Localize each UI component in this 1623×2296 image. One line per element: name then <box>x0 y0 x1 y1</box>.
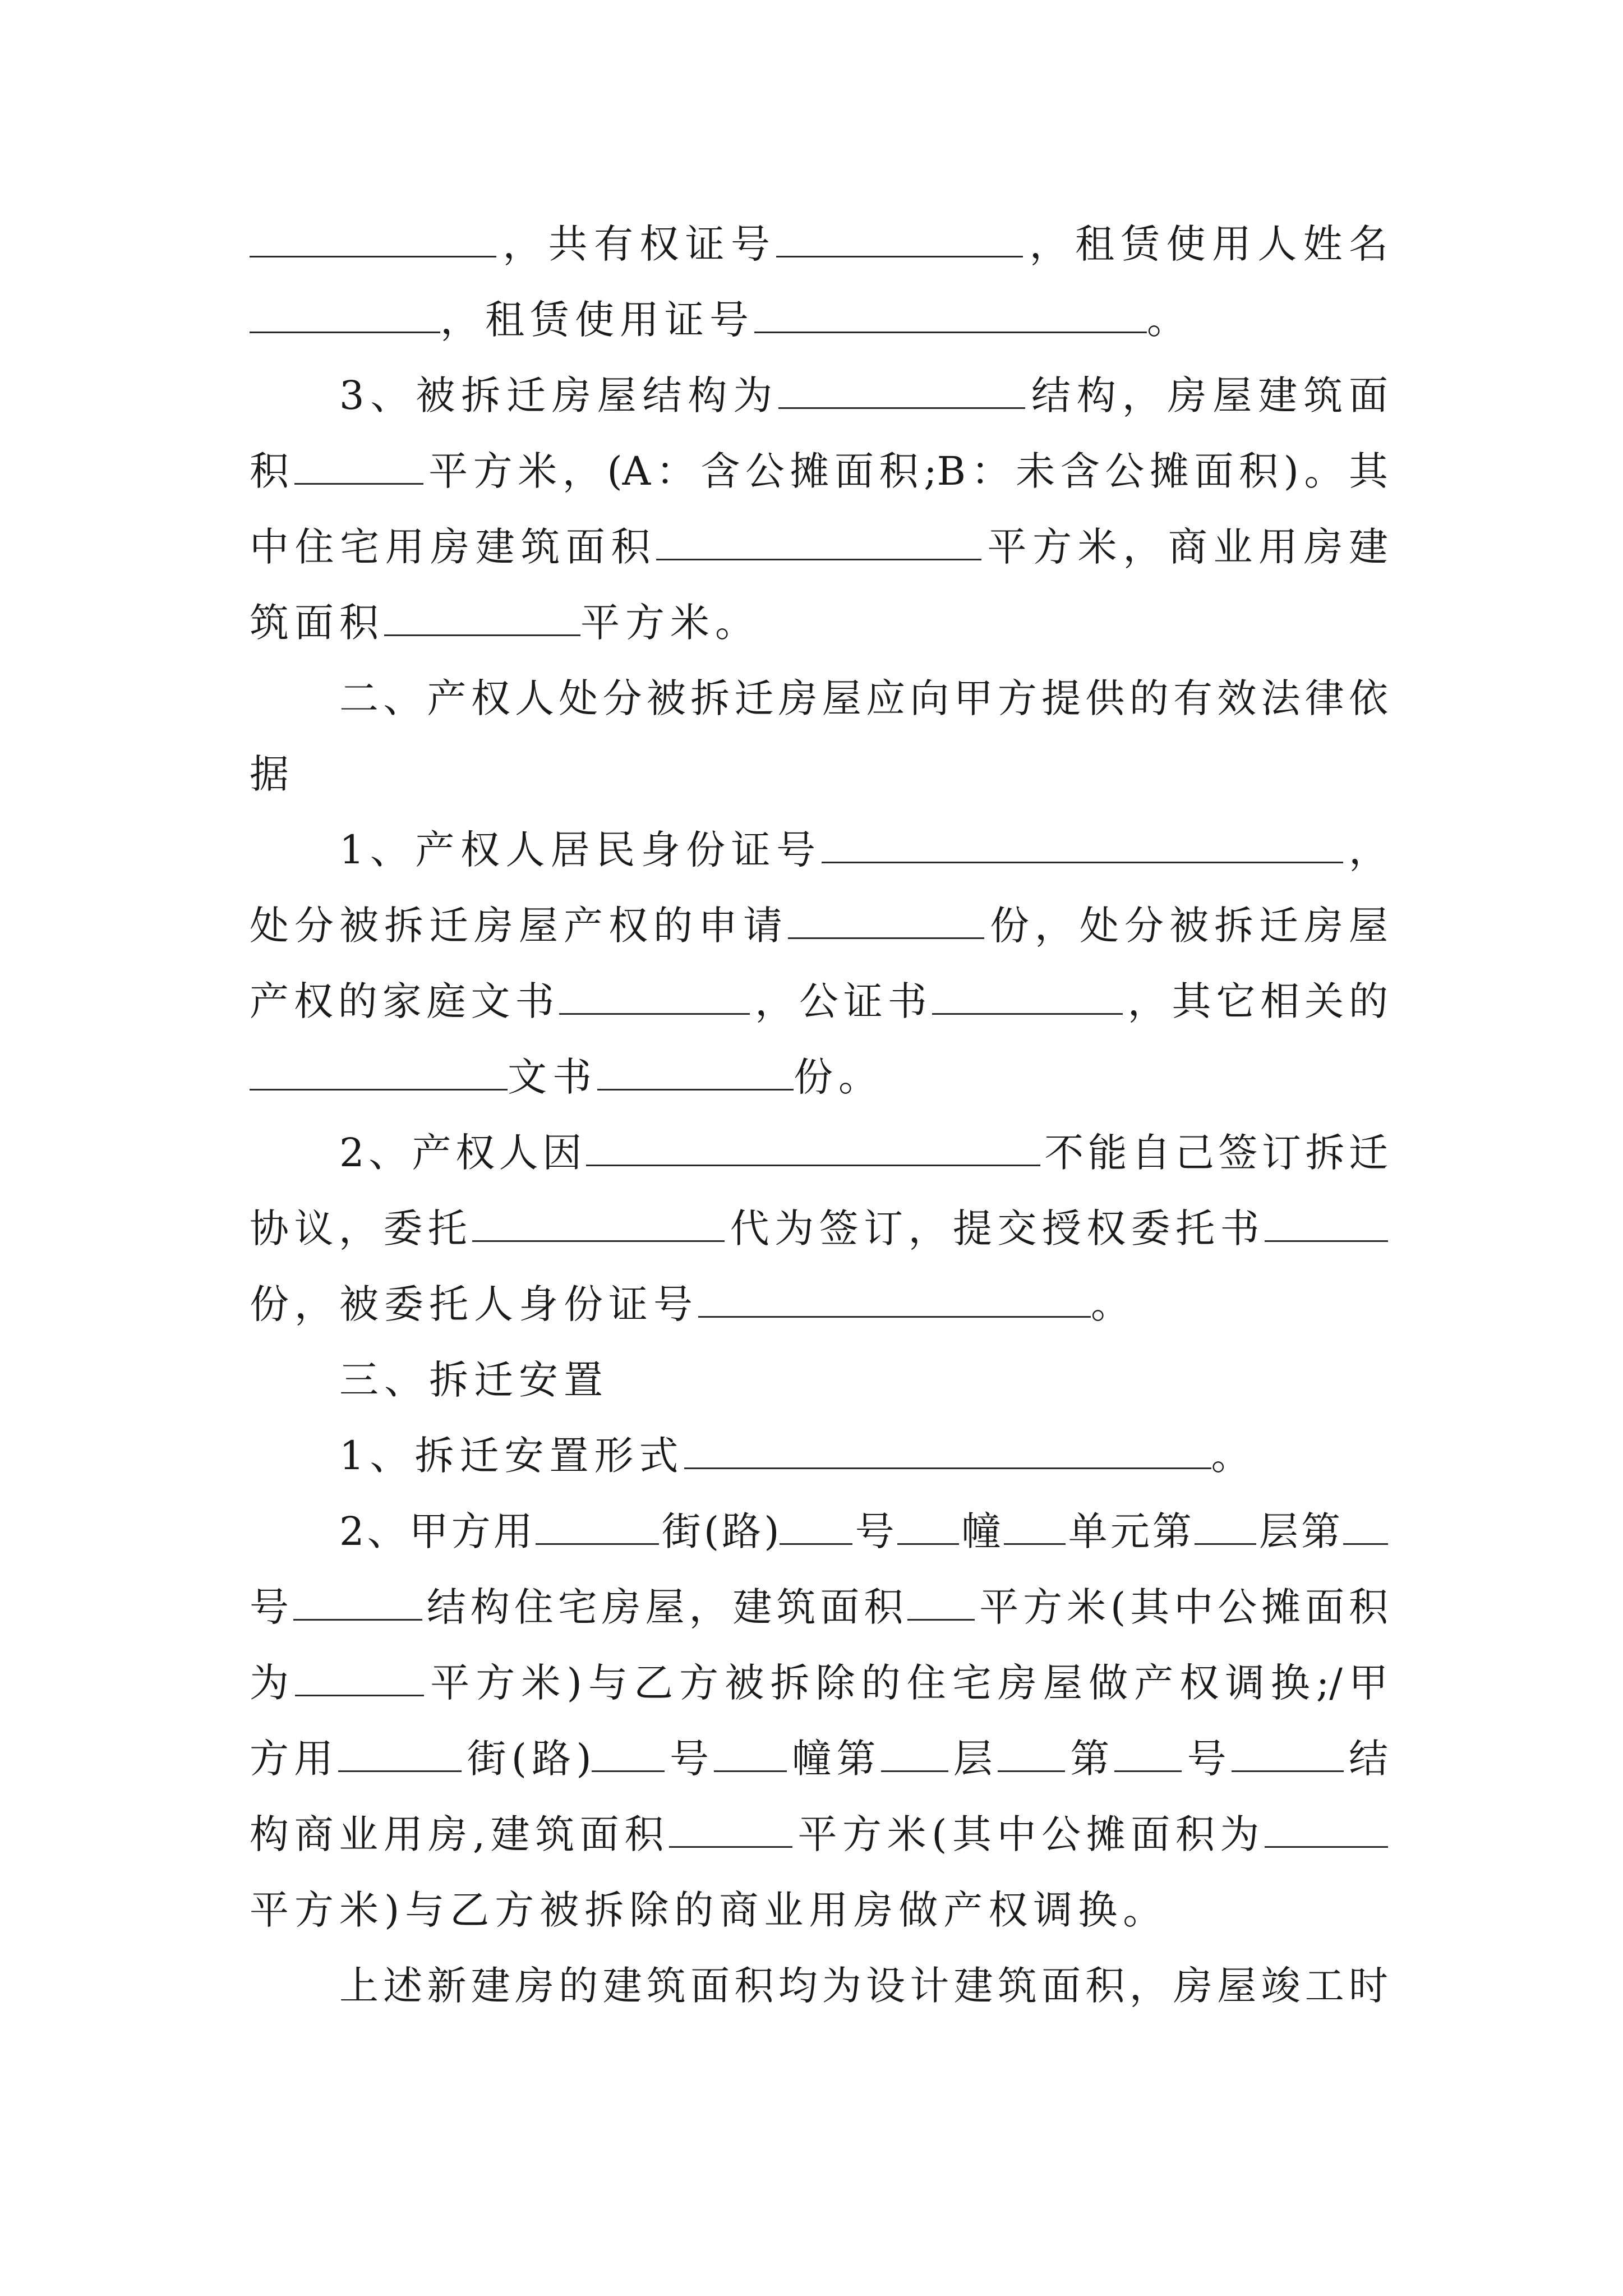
text-run: 产权的家庭文书 <box>250 978 560 1024</box>
fill-blank <box>780 1510 852 1545</box>
text-run: 三、拆迁安置 <box>339 1357 608 1403</box>
text-line <box>250 289 1388 351</box>
text-line <box>250 516 1388 578</box>
text-run: ，租赁使用人姓名 <box>1023 221 1389 267</box>
text-run: 不能自己签订拆迁 <box>1040 1130 1388 1176</box>
section-heading <box>250 668 1388 729</box>
fill-blank <box>822 828 1343 863</box>
text-line <box>250 895 1388 956</box>
text-run: ，公证书 <box>750 978 932 1024</box>
fill-blank <box>881 1737 948 1772</box>
text-run: 幢 <box>958 1508 1004 1554</box>
text-run: 1、产权人居民身份证号 <box>339 827 822 873</box>
text-line <box>250 1576 1388 1638</box>
text-run: 为 <box>250 1660 296 1706</box>
fill-blank <box>597 1055 794 1091</box>
text-line <box>250 1955 1388 2017</box>
text-run: 。 <box>1211 1433 1256 1479</box>
text-line <box>250 1652 1388 1714</box>
text-run: 平方米(其中公摊面积为 <box>792 1811 1265 1857</box>
text-run: 单元第 <box>1065 1508 1195 1554</box>
fill-blank <box>932 979 1123 1015</box>
text-line <box>250 1879 1388 1941</box>
text-run: 代为签订，提交授权委托书 <box>725 1205 1265 1251</box>
text-run: 文书 <box>508 1054 597 1100</box>
text-run: 积 <box>250 448 294 494</box>
text-line <box>250 365 1388 426</box>
text-run: 结 <box>1343 1736 1388 1782</box>
text-run: 层 <box>948 1736 998 1782</box>
text-run: 街(路) <box>462 1736 592 1782</box>
fill-blank <box>998 1737 1065 1772</box>
fill-blank <box>294 449 423 485</box>
text-run: 结构，房屋建筑面 <box>1025 372 1388 418</box>
fill-blank <box>778 374 1025 409</box>
fill-blank <box>293 1585 422 1621</box>
fill-blank <box>250 298 440 333</box>
fill-blank <box>907 1585 975 1621</box>
text-run: 平方米，(A：含公摊面积;B：未含公摊面积)。其 <box>423 448 1388 494</box>
text-run: 第 <box>1065 1736 1115 1782</box>
fill-blank <box>714 1737 787 1772</box>
text-run: 处分被拆迁房屋产权的申请 <box>250 903 788 949</box>
text-run: 平方米(其中公摊面积 <box>975 1584 1389 1630</box>
text-run: 号 <box>250 1584 293 1630</box>
text-line <box>250 213 1388 275</box>
fill-blank <box>338 1737 462 1772</box>
text-run: 平方米，商业用房建 <box>981 524 1388 570</box>
fill-blank <box>1114 1737 1182 1772</box>
text-line <box>250 1273 1388 1335</box>
text-run: 份，处分被拆迁房屋 <box>984 903 1388 949</box>
text-run: 。 <box>1147 297 1192 343</box>
fill-blank <box>897 1510 959 1545</box>
fill-blank <box>536 1510 659 1545</box>
text-run: 份，被委托人身份证号 <box>250 1281 698 1327</box>
section-heading <box>250 1349 1388 1411</box>
fill-blank <box>1004 1510 1066 1545</box>
text-line <box>250 819 1388 881</box>
text-run: 上述新建房的建筑面积均为设计建筑面积，房屋竣工时 <box>339 1963 1388 2009</box>
text-line <box>250 440 1388 502</box>
text-line <box>250 1728 1388 1789</box>
text-run: ，共有权证号 <box>496 221 777 267</box>
fill-blank <box>472 1207 725 1242</box>
text-run: 构商业用房,建筑面积 <box>250 1811 669 1857</box>
text-run: ， <box>1343 827 1389 873</box>
fill-blank <box>592 1737 665 1772</box>
text-run: 平方米。 <box>580 600 760 646</box>
text-line <box>250 1803 1388 1865</box>
text-run: 据 <box>250 751 294 797</box>
fill-blank <box>684 1434 1211 1469</box>
text-run: 层第 <box>1256 1508 1344 1554</box>
fill-blank <box>656 525 981 560</box>
fill-blank <box>698 1282 1091 1318</box>
fill-blank <box>1265 1207 1388 1242</box>
text-run: 街(路) <box>658 1508 780 1554</box>
fill-blank <box>384 601 580 636</box>
fill-blank <box>1232 1737 1344 1772</box>
text-line <box>250 592 1388 654</box>
fill-blank <box>1265 1812 1388 1848</box>
text-run: 号 <box>1182 1736 1232 1782</box>
text-line <box>250 1501 1388 1562</box>
text-run: 份。 <box>794 1054 883 1100</box>
fill-blank <box>559 979 750 1015</box>
text-run: 3、被拆迁房屋结构为 <box>339 372 779 418</box>
fill-blank <box>754 298 1147 333</box>
fill-blank <box>788 904 984 939</box>
text-run: ，其它相关的 <box>1122 978 1389 1024</box>
text-run: 。 <box>1091 1281 1136 1327</box>
text-line <box>250 970 1388 1032</box>
text-run: 协议，委托 <box>250 1205 473 1251</box>
text-line <box>250 1198 1388 1259</box>
fill-blank <box>1195 1510 1256 1545</box>
text-run: 二、产权人处分被拆迁房屋应向甲方提供的有效法律依 <box>339 675 1388 721</box>
text-run: 号 <box>664 1736 714 1782</box>
text-run: 筑面积 <box>250 600 384 646</box>
text-run: 中住宅用房建筑面积 <box>250 524 656 570</box>
fill-blank <box>1343 1510 1388 1545</box>
text-run: 号 <box>852 1508 897 1554</box>
text-run: 平方米)与乙方被拆除的商业用房做产权调换。 <box>250 1887 1168 1933</box>
text-run: ，租赁使用证号 <box>440 297 754 343</box>
text-run: 1、拆迁安置形式 <box>339 1433 684 1479</box>
fill-blank <box>669 1812 792 1848</box>
text-run: 2、产权人因 <box>339 1130 586 1176</box>
text-line <box>250 1425 1388 1487</box>
text-line <box>250 1046 1388 1108</box>
fill-blank <box>295 1661 424 1696</box>
text-run: 幢第 <box>787 1736 881 1782</box>
fill-blank <box>250 222 496 257</box>
text-line <box>250 1122 1388 1184</box>
fill-blank <box>586 1131 1040 1166</box>
fill-blank <box>776 222 1023 257</box>
text-run: 平方米)与乙方被拆除的住宅房屋做产权调换;/甲 <box>424 1660 1388 1706</box>
fill-blank <box>250 1055 508 1091</box>
text-run: 结构住宅房屋，建筑面积 <box>422 1584 908 1630</box>
text-run: 2、甲方用 <box>339 1508 536 1554</box>
text-run: 方用 <box>250 1736 339 1782</box>
text-line <box>250 743 1388 805</box>
